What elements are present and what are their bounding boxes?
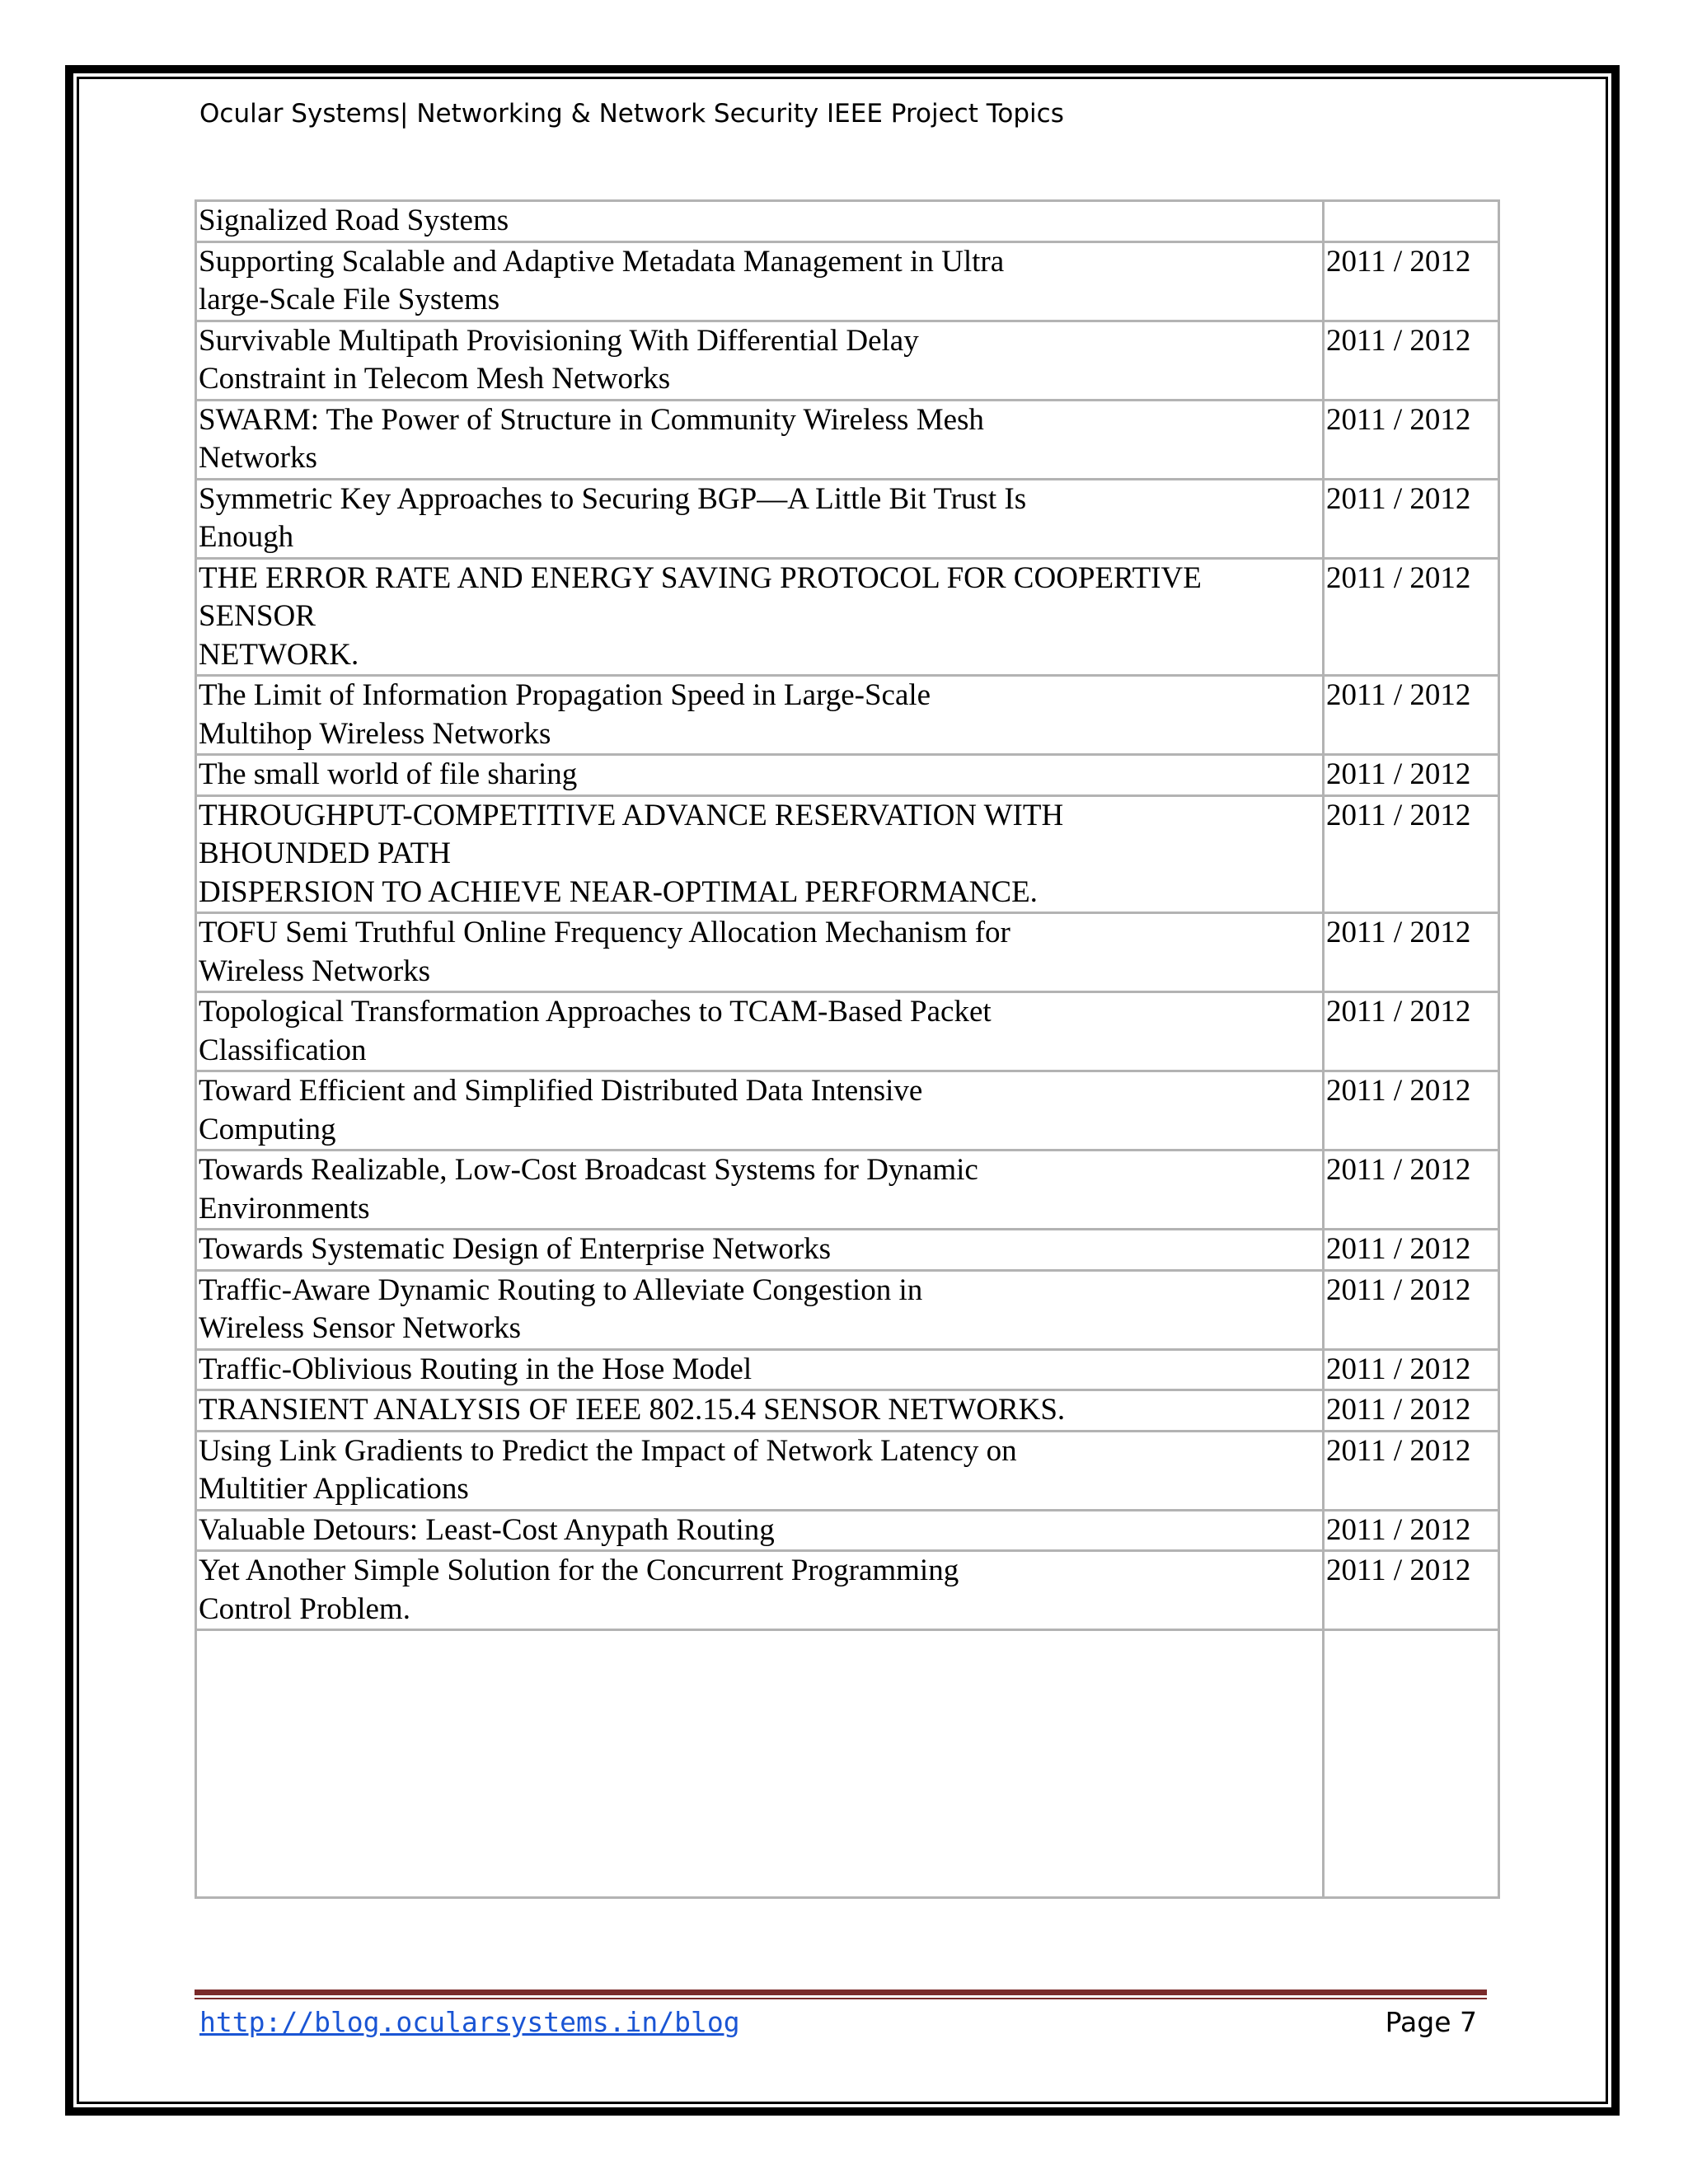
topic-title-cell: Towards Realizable, Low-Cost Broadcast Systems for Dynamic Environments	[196, 1151, 1324, 1230]
table-row	[196, 1551, 1499, 1630]
topic-title-cell: Using Link Gradients to Predict the Impact of Network Latency on Multitier Applications	[196, 1431, 1324, 1510]
topic-title-cell: Supporting Scalable and Adaptive Metadata Management in Ultra large-Scale File Systems	[196, 241, 1324, 321]
topic-year-cell: 2011 / 2012	[1324, 400, 1499, 479]
topic-year-cell	[1324, 201, 1499, 242]
topic-title-cell: Yet Another Simple Solution for the Concurrent Programming Control Problem.	[196, 1551, 1324, 1630]
table-row	[196, 1230, 1499, 1271]
topic-title-cell: The Limit of Information Propagation Speed in Large-Scale Multihop Wireless Networks	[196, 676, 1324, 755]
topic-year-cell: 2011 / 2012	[1324, 1151, 1499, 1230]
topic-year-cell: 2011 / 2012	[1324, 992, 1499, 1071]
topic-title-cell: Topological Transformation Approaches to TCAM-Based Packet Classification	[196, 992, 1324, 1071]
topic-year-cell: 2011 / 2012	[1324, 676, 1499, 755]
table-row	[196, 795, 1499, 913]
table-row	[196, 1151, 1499, 1230]
table-row	[196, 1270, 1499, 1349]
footer-blog-link[interactable]: http://blog.ocularsystems.in/blog	[199, 2006, 740, 2038]
table-row	[196, 1390, 1499, 1432]
topic-title-cell: Traffic-Oblivious Routing in the Hose Model	[196, 1349, 1324, 1390]
table-row	[196, 913, 1499, 992]
table-body	[196, 201, 1499, 1898]
topic-title-cell: TOFU Semi Truthful Online Frequency Allocation Mechanism for Wireless Networks	[196, 913, 1324, 992]
project-topics-table	[195, 199, 1500, 1899]
topic-title-cell: Toward Efficient and Simplified Distributed Data Intensive Computing	[196, 1071, 1324, 1151]
topic-title-cell: THROUGHPUT-COMPETITIVE ADVANCE RESERVATION WITH BHOUNDED PATH DISPERSION TO ACHIEVE NEAR-OPTIMAL PERFORMANCE.	[196, 795, 1324, 913]
topic-year-cell: 2011 / 2012	[1324, 1270, 1499, 1349]
empty-cell	[1324, 1630, 1499, 1898]
topic-year-cell: 2011 / 2012	[1324, 1431, 1499, 1510]
topic-year-cell: 2011 / 2012	[1324, 755, 1499, 796]
topic-year-cell: 2011 / 2012	[1324, 241, 1499, 321]
topic-title-cell: Towards Systematic Design of Enterprise Networks	[196, 1230, 1324, 1271]
topic-title-cell: Signalized Road Systems	[196, 201, 1324, 242]
table-row	[196, 201, 1499, 242]
table-row	[196, 1510, 1499, 1551]
table-row	[196, 676, 1499, 755]
empty-cell	[196, 1630, 1324, 1898]
table-row	[196, 1071, 1499, 1151]
footer-rule	[195, 1990, 1487, 1995]
topic-year-cell: 2011 / 2012	[1324, 558, 1499, 676]
table-row	[196, 558, 1499, 676]
topic-year-cell: 2011 / 2012	[1324, 1230, 1499, 1271]
table-row	[196, 1431, 1499, 1510]
topic-title-cell: THE ERROR RATE AND ENERGY SAVING PROTOCOL FOR COOPERTIVE SENSOR NETWORK.	[196, 558, 1324, 676]
table-row	[196, 992, 1499, 1071]
topic-title-cell: Symmetric Key Approaches to Securing BGP—A Little Bit Trust Is Enough	[196, 479, 1324, 558]
topic-year-cell: 2011 / 2012	[1324, 321, 1499, 400]
topic-year-cell: 2011 / 2012	[1324, 479, 1499, 558]
page-header: Ocular Systems| Networking & Network Security IEEE Project Topics	[199, 99, 1064, 129]
page-number: Page 7	[1385, 2006, 1477, 2038]
topic-title-cell: Survivable Multipath Provisioning With Differential Delay Constraint in Telecom Mesh Networks	[196, 321, 1324, 400]
table-row	[196, 400, 1499, 479]
topic-title-cell: TRANSIENT ANALYSIS OF IEEE 802.15.4 SENSOR NETWORKS.	[196, 1390, 1324, 1432]
topic-year-cell: 2011 / 2012	[1324, 1071, 1499, 1151]
topic-year-cell: 2011 / 2012	[1324, 1349, 1499, 1390]
topic-year-cell: 2011 / 2012	[1324, 1390, 1499, 1432]
table-row	[196, 321, 1499, 400]
topic-title-cell: Traffic-Aware Dynamic Routing to Alleviate Congestion in Wireless Sensor Networks	[196, 1270, 1324, 1349]
topic-year-cell: 2011 / 2012	[1324, 913, 1499, 992]
topic-title-cell: The small world of file sharing	[196, 755, 1324, 796]
topic-year-cell: 2011 / 2012	[1324, 1510, 1499, 1551]
empty-table-row	[196, 1630, 1499, 1898]
topic-title-cell: SWARM: The Power of Structure in Community Wireless Mesh Networks	[196, 400, 1324, 479]
table-row	[196, 241, 1499, 321]
topic-year-cell: 2011 / 2012	[1324, 795, 1499, 913]
topic-year-cell: 2011 / 2012	[1324, 1551, 1499, 1630]
table-row	[196, 1349, 1499, 1390]
topic-title-cell: Valuable Detours: Least-Cost Anypath Routing	[196, 1510, 1324, 1551]
table-row	[196, 479, 1499, 558]
footer-rule-thin	[195, 1998, 1487, 1999]
table-row	[196, 755, 1499, 796]
